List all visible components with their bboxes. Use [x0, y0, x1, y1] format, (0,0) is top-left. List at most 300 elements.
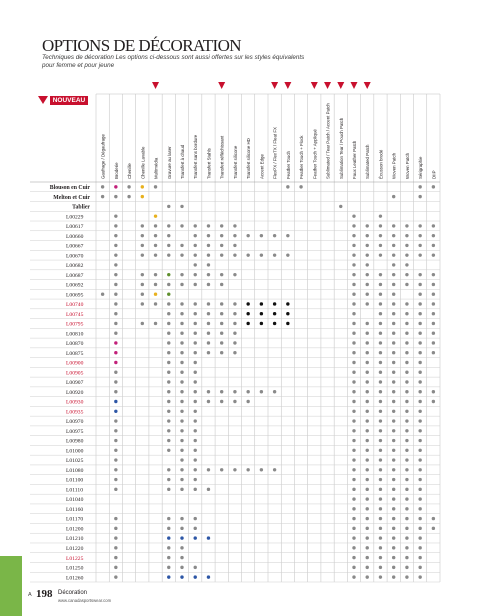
- option-dot: [114, 273, 117, 276]
- footer-url: www.canadasportswear.com: [58, 598, 112, 603]
- option-dot: [379, 351, 382, 354]
- option-dot: [194, 575, 197, 578]
- option-dot: [180, 527, 183, 530]
- option-dot: [141, 234, 144, 237]
- option-dot: [352, 478, 355, 481]
- option-dot: [418, 566, 421, 569]
- option-dot: [379, 566, 382, 569]
- option-dot: [405, 312, 408, 315]
- option-dot: [379, 292, 382, 295]
- product-code: L00667: [66, 243, 84, 250]
- option-dot: [246, 302, 249, 305]
- option-dot: [418, 439, 421, 442]
- option-dot: [114, 566, 117, 569]
- option-dot: [366, 380, 369, 383]
- option-dot: [405, 546, 408, 549]
- option-dot: [180, 419, 183, 422]
- option-dot: [352, 536, 355, 539]
- option-dot: [405, 322, 408, 325]
- column-header-label: Sublimated / Tear Patch / Accent Patch: [325, 103, 331, 179]
- category-label: Tablier: [72, 204, 90, 211]
- product-code: L00935: [66, 409, 84, 416]
- option-dot: [352, 341, 355, 344]
- option-dot: [418, 546, 421, 549]
- option-dot: [180, 205, 183, 208]
- product-code: L00740: [66, 302, 84, 309]
- option-dot: [167, 556, 170, 559]
- option-dot: [352, 410, 355, 413]
- option-dot: [405, 263, 408, 266]
- option-dot: [260, 468, 263, 471]
- option-dot: [246, 468, 249, 471]
- option-dot: [180, 400, 183, 403]
- option-dot: [392, 458, 395, 461]
- product-code: L00695: [66, 292, 84, 299]
- option-dot: [180, 536, 183, 539]
- option-dot: [180, 429, 183, 432]
- option-dot: [207, 341, 210, 344]
- option-dot: [392, 341, 395, 344]
- option-dot: [141, 244, 144, 247]
- option-dot: [246, 322, 249, 325]
- option-dot: [194, 234, 197, 237]
- option-dot: [392, 390, 395, 393]
- new-column-marker-icon: [351, 82, 358, 89]
- option-dot: [379, 458, 382, 461]
- option-dot: [220, 390, 223, 393]
- option-dot: [167, 390, 170, 393]
- option-dot: [379, 332, 382, 335]
- option-dot: [180, 273, 183, 276]
- product-code: L01080: [66, 467, 84, 474]
- option-dot: [220, 273, 223, 276]
- option-dot: [194, 488, 197, 491]
- option-dot: [405, 507, 408, 510]
- option-dot: [392, 439, 395, 442]
- option-dot: [366, 497, 369, 500]
- option-dot: [114, 429, 117, 432]
- option-dot: [379, 439, 382, 442]
- option-dot: [392, 273, 395, 276]
- option-dot: [167, 536, 170, 539]
- option-dot: [286, 322, 289, 325]
- option-dot: [220, 234, 223, 237]
- option-dot: [352, 292, 355, 295]
- option-dot: [167, 478, 170, 481]
- option-dot: [405, 458, 408, 461]
- option-dot: [379, 556, 382, 559]
- product-code: L00980: [66, 438, 84, 445]
- option-dot: [114, 351, 117, 354]
- option-dot: [366, 517, 369, 520]
- option-dot: [379, 410, 382, 413]
- option-dot: [352, 224, 355, 227]
- option-dot: [418, 517, 421, 520]
- option-dot: [141, 292, 144, 295]
- option-dot: [286, 253, 289, 256]
- option-dot: [418, 322, 421, 325]
- option-dot: [379, 546, 382, 549]
- option-dot: [352, 371, 355, 374]
- option-dot: [220, 341, 223, 344]
- column-header-label: Écusson brodé: [378, 149, 384, 179]
- option-dot: [392, 546, 395, 549]
- option-dot: [194, 527, 197, 530]
- option-dot: [366, 400, 369, 403]
- option-dot: [379, 302, 382, 305]
- option-dot: [392, 566, 395, 569]
- product-code: L01260: [66, 575, 84, 582]
- option-dot: [405, 575, 408, 578]
- option-dot: [392, 351, 395, 354]
- option-dot: [194, 517, 197, 520]
- product-code: L00975: [66, 428, 84, 435]
- option-dot: [299, 185, 302, 188]
- option-dot: [352, 449, 355, 452]
- option-dot: [194, 419, 197, 422]
- product-code: L00900: [66, 360, 84, 367]
- column-header-label: Transfert réfléchissant: [219, 135, 225, 179]
- option-dot: [180, 546, 183, 549]
- product-code: L00907: [66, 380, 84, 387]
- option-dot: [418, 341, 421, 344]
- option-dot: [379, 371, 382, 374]
- option-dot: [418, 488, 421, 491]
- option-dot: [418, 371, 421, 374]
- option-dot: [392, 302, 395, 305]
- option-dot: [418, 429, 421, 432]
- option-dot: [114, 517, 117, 520]
- column-header-label: Faux Leather Patch: [352, 140, 357, 179]
- category-label: Blouson en Cuir: [49, 185, 90, 192]
- page-subtitle: Techniques de décoration Les options ci-dessous sont aussi offertes sur les styles équivalents pour femme et pour jeune: [42, 54, 305, 69]
- option-dot: [101, 292, 104, 295]
- option-dot: [180, 341, 183, 344]
- column-header-label: Transfert sans bordure: [193, 134, 199, 179]
- option-dot: [233, 253, 236, 256]
- option-dot: [167, 439, 170, 442]
- column-header-label: Gaufrage / Dégaufrage: [100, 134, 106, 179]
- option-dot: [405, 351, 408, 354]
- option-dot: [180, 332, 183, 335]
- option-dot: [352, 527, 355, 530]
- option-dot: [207, 536, 210, 539]
- option-dot: [405, 332, 408, 335]
- option-dot: [418, 253, 421, 256]
- option-dot: [114, 283, 117, 286]
- option-dot: [273, 234, 276, 237]
- option-dot: [405, 556, 408, 559]
- option-dot: [352, 507, 355, 510]
- option-dot: [167, 292, 170, 295]
- option-dot: [167, 546, 170, 549]
- product-code: L01160: [66, 506, 84, 513]
- option-dot: [233, 273, 236, 276]
- option-dot: [180, 371, 183, 374]
- option-dot: [432, 283, 435, 286]
- option-dot: [194, 224, 197, 227]
- option-dot: [114, 263, 117, 266]
- option-dot: [260, 234, 263, 237]
- option-dot: [418, 332, 421, 335]
- option-dot: [392, 283, 395, 286]
- option-dot: [286, 185, 289, 188]
- option-dot: [379, 253, 382, 256]
- option-dot: [366, 302, 369, 305]
- option-dot: [352, 273, 355, 276]
- option-dot: [418, 556, 421, 559]
- option-dot: [101, 195, 104, 198]
- option-dot: [379, 527, 382, 530]
- column-header-label: Transfert à chaud: [180, 144, 185, 179]
- option-dot: [352, 497, 355, 500]
- product-code: L00795: [66, 321, 84, 328]
- option-dot: [379, 429, 382, 432]
- option-dot: [127, 185, 130, 188]
- option-dot: [273, 390, 276, 393]
- option-dot: [273, 322, 276, 325]
- option-dot: [352, 351, 355, 354]
- option-dot: [194, 351, 197, 354]
- option-dot: [180, 478, 183, 481]
- option-dot: [114, 292, 117, 295]
- option-dot: [180, 283, 183, 286]
- option-dot: [432, 292, 435, 295]
- option-dot: [418, 292, 421, 295]
- option-dot: [207, 312, 210, 315]
- option-dot: [405, 361, 408, 364]
- option-dot: [352, 517, 355, 520]
- option-dot: [379, 322, 382, 325]
- option-dot: [352, 263, 355, 266]
- option-dot: [432, 234, 435, 237]
- option-dot: [154, 283, 157, 286]
- option-dot: [114, 419, 117, 422]
- option-dot: [180, 351, 183, 354]
- option-dot: [194, 390, 197, 393]
- option-dot: [418, 458, 421, 461]
- option-dot: [379, 361, 382, 364]
- option-dot: [154, 322, 157, 325]
- new-column-marker-icon: [271, 82, 278, 89]
- option-dot: [379, 449, 382, 452]
- option-dot: [405, 371, 408, 374]
- option-dot: [246, 253, 249, 256]
- option-dot: [379, 419, 382, 422]
- option-dot: [405, 410, 408, 413]
- option-dot: [233, 234, 236, 237]
- option-dot: [141, 195, 144, 198]
- option-dot: [114, 400, 117, 403]
- option-dot: [392, 478, 395, 481]
- option-dot: [418, 224, 421, 227]
- new-column-marker-icon: [152, 82, 159, 89]
- option-dot: [432, 332, 435, 335]
- product-code: L01210: [66, 536, 84, 543]
- option-dot: [432, 351, 435, 354]
- option-dot: [366, 478, 369, 481]
- option-dot: [207, 488, 210, 491]
- option-dot: [114, 536, 117, 539]
- option-dot: [392, 468, 395, 471]
- option-dot: [366, 419, 369, 422]
- option-dot: [405, 380, 408, 383]
- option-dot: [194, 244, 197, 247]
- option-dot: [366, 371, 369, 374]
- option-dot: [207, 351, 210, 354]
- option-dot: [379, 244, 382, 247]
- option-dot: [366, 449, 369, 452]
- option-dot: [418, 400, 421, 403]
- column-header-label: FlexPX / FlexTX / Fleat FX: [272, 127, 278, 179]
- option-dot: [392, 253, 395, 256]
- option-dot: [352, 234, 355, 237]
- option-dot: [207, 224, 210, 227]
- option-dot: [392, 410, 395, 413]
- option-dot: [405, 527, 408, 530]
- option-dot: [233, 244, 236, 247]
- option-dot: [154, 185, 157, 188]
- option-dot: [194, 458, 197, 461]
- option-dot: [392, 244, 395, 247]
- option-dot: [114, 390, 117, 393]
- option-dot: [366, 536, 369, 539]
- product-code: L00692: [66, 282, 84, 289]
- option-dot: [114, 439, 117, 442]
- option-dot: [366, 253, 369, 256]
- option-dot: [154, 302, 157, 305]
- option-dot: [392, 195, 395, 198]
- option-dot: [418, 449, 421, 452]
- option-dot: [233, 302, 236, 305]
- option-dot: [114, 478, 117, 481]
- option-dot: [379, 575, 382, 578]
- option-dot: [207, 283, 210, 286]
- option-dot: [392, 575, 395, 578]
- product-code: L01110: [66, 487, 83, 494]
- option-dot: [392, 527, 395, 530]
- option-dot: [392, 322, 395, 325]
- option-dot: [233, 322, 236, 325]
- product-code: L00745: [66, 311, 84, 318]
- column-header-label: Feather Touch: [285, 151, 291, 179]
- option-dot: [194, 429, 197, 432]
- option-dot: [180, 224, 183, 227]
- product-code: L01170: [66, 516, 84, 523]
- option-dot: [154, 253, 157, 256]
- option-dot: [405, 449, 408, 452]
- option-dot: [379, 478, 382, 481]
- option-dot: [141, 283, 144, 286]
- option-dot: [207, 244, 210, 247]
- option-dot: [366, 263, 369, 266]
- option-dot: [405, 273, 408, 276]
- option-dot: [194, 380, 197, 383]
- option-dot: [418, 244, 421, 247]
- option-dot: [366, 566, 369, 569]
- option-dot: [167, 234, 170, 237]
- option-dot: [366, 351, 369, 354]
- option-dot: [352, 419, 355, 422]
- option-dot: [405, 536, 408, 539]
- option-dot: [432, 312, 435, 315]
- option-dot: [392, 517, 395, 520]
- category-label: Melton et Cuir: [53, 194, 90, 201]
- option-dot: [405, 341, 408, 344]
- option-dot: [207, 332, 210, 335]
- option-dot: [366, 332, 369, 335]
- option-dot: [379, 273, 382, 276]
- option-dot: [167, 488, 170, 491]
- option-dot: [114, 468, 117, 471]
- option-dot: [352, 439, 355, 442]
- option-dot: [114, 556, 117, 559]
- option-dot: [207, 322, 210, 325]
- option-dot: [418, 234, 421, 237]
- option-dot: [405, 566, 408, 569]
- option-dot: [405, 468, 408, 471]
- option-dot: [405, 439, 408, 442]
- option-dot: [260, 390, 263, 393]
- column-header-label: Chenille: [127, 163, 133, 179]
- option-dot: [167, 410, 170, 413]
- option-dot: [194, 468, 197, 471]
- option-dot: [167, 205, 170, 208]
- option-dot: [180, 361, 183, 364]
- option-dot: [405, 224, 408, 227]
- option-dot: [366, 439, 369, 442]
- option-dot: [127, 195, 130, 198]
- option-dot: [405, 478, 408, 481]
- option-dot: [233, 400, 236, 403]
- option-dot: [432, 302, 435, 305]
- option-dot: [114, 322, 117, 325]
- option-dot: [366, 224, 369, 227]
- product-code: L00810: [66, 331, 84, 338]
- product-code: L00870: [66, 341, 84, 348]
- column-header-label: DIIP: [431, 170, 437, 179]
- option-dot: [418, 273, 421, 276]
- product-code: L01250: [66, 565, 84, 572]
- option-dot: [114, 234, 117, 237]
- option-dot: [418, 390, 421, 393]
- option-dot: [154, 234, 157, 237]
- product-code: L00930: [66, 399, 84, 406]
- option-dot: [180, 575, 183, 578]
- option-dot: [418, 410, 421, 413]
- option-dot: [194, 566, 197, 569]
- option-dot: [352, 253, 355, 256]
- option-dot: [432, 253, 435, 256]
- option-dot: [114, 302, 117, 305]
- option-dot: [220, 302, 223, 305]
- option-dot: [352, 575, 355, 578]
- option-dot: [352, 361, 355, 364]
- option-dot: [114, 361, 117, 364]
- option-dot: [180, 449, 183, 452]
- option-dot: [432, 322, 435, 325]
- option-dot: [418, 536, 421, 539]
- option-dot: [379, 380, 382, 383]
- option-dot: [233, 390, 236, 393]
- option-dot: [273, 312, 276, 315]
- option-dot: [180, 439, 183, 442]
- option-dot: [366, 507, 369, 510]
- new-column-marker-icon: [311, 82, 318, 89]
- option-dot: [352, 556, 355, 559]
- product-code: L00875: [66, 350, 84, 357]
- option-dot: [167, 575, 170, 578]
